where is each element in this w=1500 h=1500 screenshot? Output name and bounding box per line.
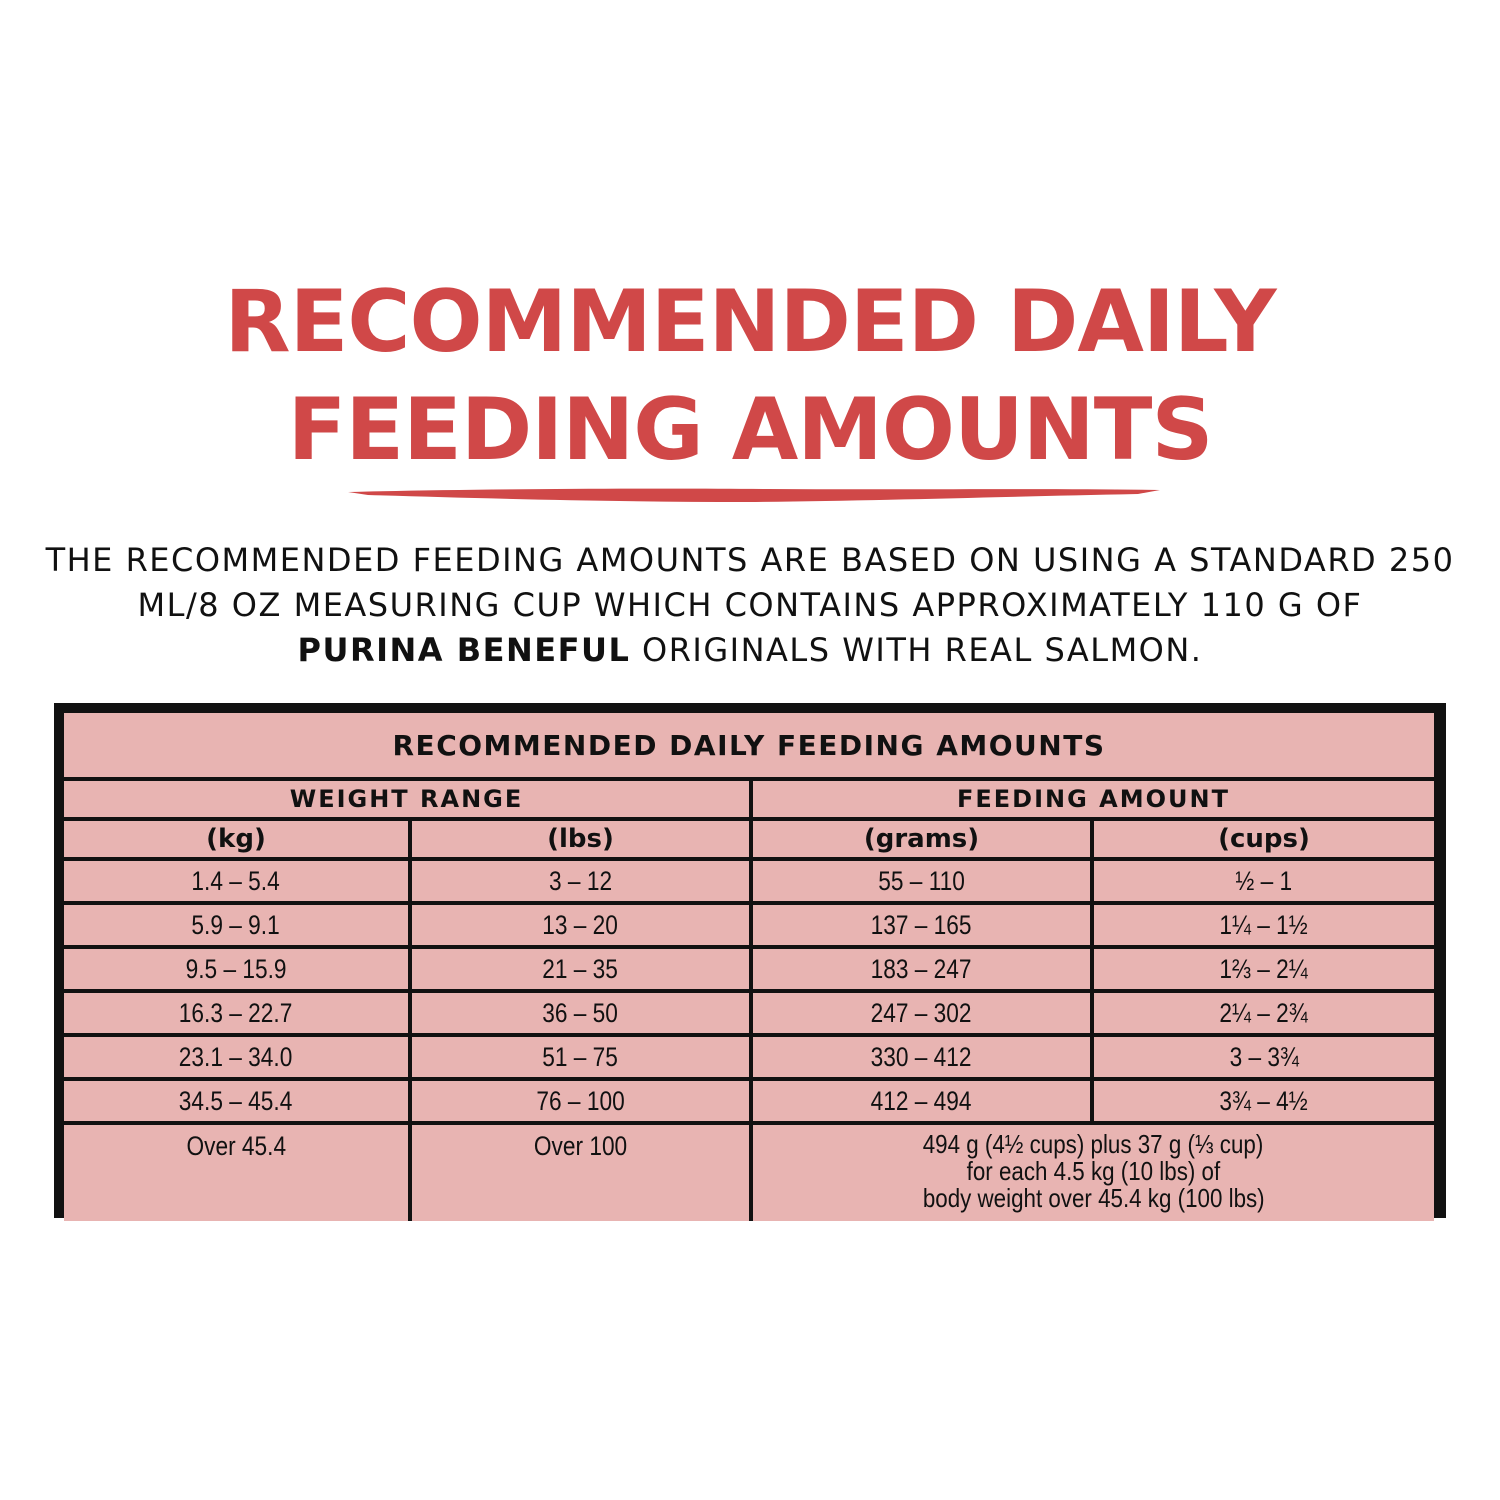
grams-cell: 247 – 302 xyxy=(751,991,1092,1035)
kg-cell: 34.5 – 45.4 xyxy=(64,1079,410,1123)
note-line-1: 494 g (4½ cups) plus 37 g (⅓ cup) xyxy=(923,1129,1264,1159)
grams-cell: 330 – 412 xyxy=(751,1035,1092,1079)
table-row xyxy=(64,991,1434,1035)
intro-text xyxy=(20,538,1480,673)
kg-column-header: (kg) xyxy=(64,819,410,859)
table-row xyxy=(64,859,1434,903)
lbs-cell: 36 – 50 xyxy=(410,991,751,1035)
kg-cell: 9.5 – 15.9 xyxy=(64,947,410,991)
intro-part-2: ORIGINALS WITH REAL SALMON. xyxy=(642,631,1203,669)
note-line-2: for each 4.5 kg (10 lbs) of xyxy=(966,1156,1221,1186)
kg-cell: 16.3 – 22.7 xyxy=(64,991,410,1035)
feeding-table-frame xyxy=(54,703,1446,1218)
lbs-cell: 21 – 35 xyxy=(410,947,751,991)
page-headline xyxy=(0,268,1500,484)
weight-range-header: WEIGHT RANGE xyxy=(64,779,751,819)
cups-cell: 2¼ – 2¾ xyxy=(1092,991,1434,1035)
cups-cell: 3¾ – 4½ xyxy=(1092,1079,1434,1123)
headline-line-2: FEEDING AMOUNTS xyxy=(287,380,1213,480)
intro-part-1: THE RECOMMENDED FEEDING AMOUNTS ARE BASED ON USING A STANDARD 250 ML/8 OZ MEASURING CUP WHICH CONTAINS APPROXIMATELY 110 G OF xyxy=(45,541,1455,624)
grams-cell: 412 – 494 xyxy=(751,1079,1092,1123)
table-row xyxy=(64,1035,1434,1079)
cups-cell: 1¼ – 1½ xyxy=(1092,903,1434,947)
cups-cell: ½ – 1 xyxy=(1092,859,1434,903)
grams-cell: 55 – 110 xyxy=(751,859,1092,903)
grams-cell: 137 – 165 xyxy=(751,903,1092,947)
table-title: RECOMMENDED DAILY FEEDING AMOUNTS xyxy=(64,713,1434,779)
feeding-amount-header: FEEDING AMOUNT xyxy=(751,779,1434,819)
overweight-feeding-note xyxy=(751,1123,1434,1221)
lbs-cell: 76 – 100 xyxy=(410,1079,751,1123)
grams-column-header: (grams) xyxy=(751,819,1092,859)
kg-cell: 23.1 – 34.0 xyxy=(64,1035,410,1079)
cups-column-header: (cups) xyxy=(1092,819,1434,859)
table-row-over-limit xyxy=(64,1123,1434,1221)
grams-cell: 183 – 247 xyxy=(751,947,1092,991)
table-row xyxy=(64,903,1434,947)
brush-underline xyxy=(348,485,1160,503)
headline-line-1: RECOMMENDED DAILY xyxy=(224,272,1276,372)
lbs-cell: Over 100 xyxy=(410,1123,751,1221)
kg-cell: 1.4 – 5.4 xyxy=(64,859,410,903)
note-line-3: body weight over 45.4 kg (100 lbs) xyxy=(922,1183,1265,1213)
lbs-cell: 13 – 20 xyxy=(410,903,751,947)
cups-cell: 3 – 3¾ xyxy=(1092,1035,1434,1079)
lbs-cell: 3 – 12 xyxy=(410,859,751,903)
table-row xyxy=(64,947,1434,991)
table-row xyxy=(64,1079,1434,1123)
lbs-column-header: (lbs) xyxy=(410,819,751,859)
kg-cell: 5.9 – 9.1 xyxy=(64,903,410,947)
cups-cell: 1⅔ – 2¼ xyxy=(1092,947,1434,991)
intro-brand: PURINA BENEFUL xyxy=(297,631,631,669)
feeding-table xyxy=(64,713,1434,1221)
kg-cell: Over 45.4 xyxy=(64,1123,410,1221)
lbs-cell: 51 – 75 xyxy=(410,1035,751,1079)
